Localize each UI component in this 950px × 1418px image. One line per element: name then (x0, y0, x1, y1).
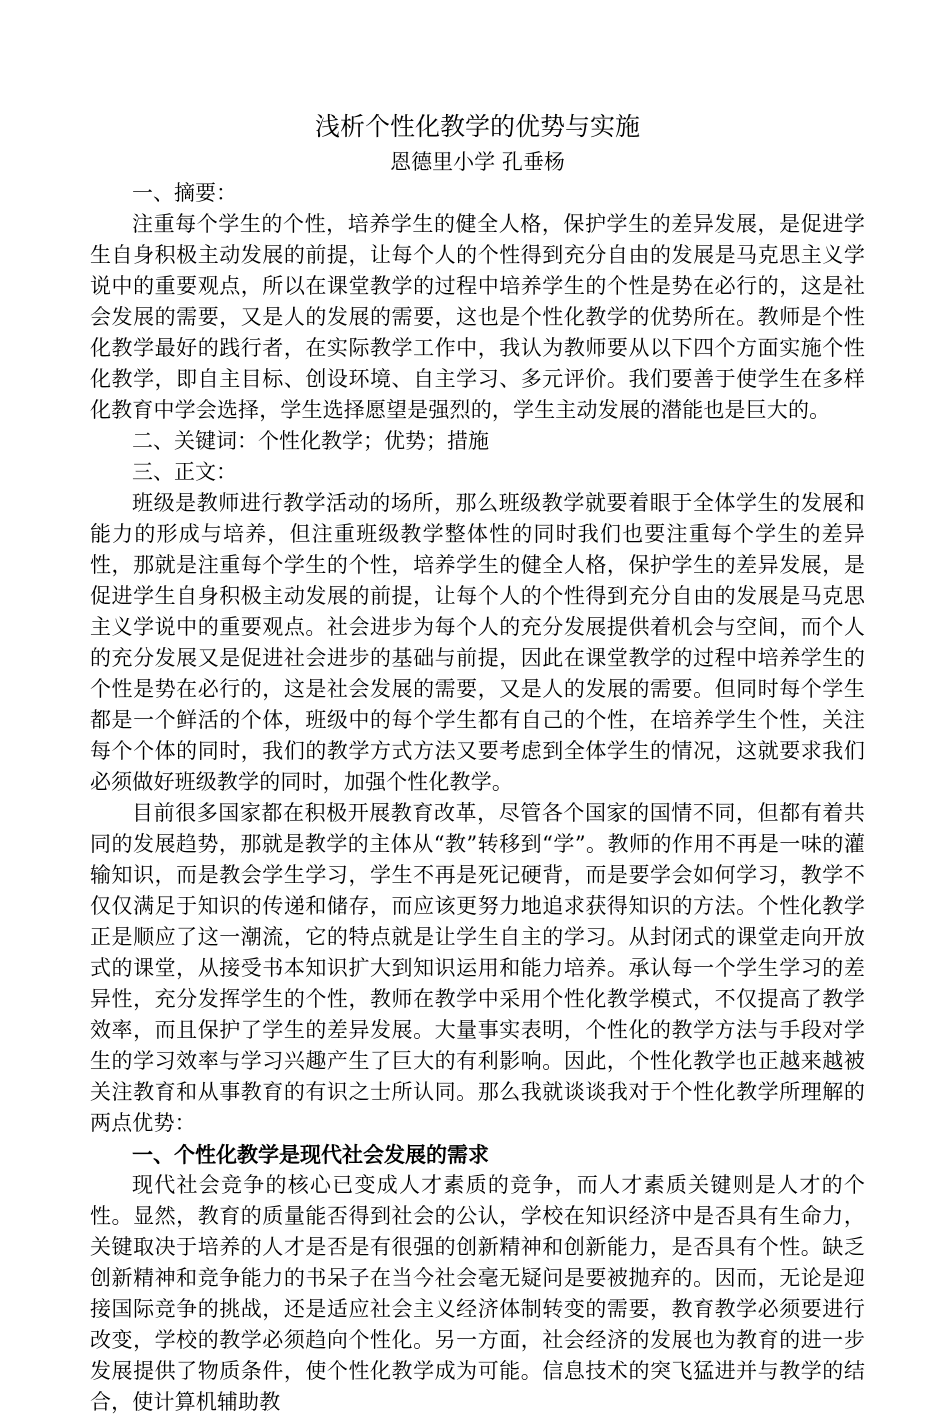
body-paragraph-2: 目前很多国家都在积极开展教育改革，尽管各个国家的国情不同，但都有着共同的发展趋势，那就是教学的主体从“教”转移到“学”。教师的作用不再是一味的灌输知识，而是教会学生学习，学生不再是死记硬背，而是要学会如何学习，教学不仅仅满足于知识的传递和储存，而应该更努力地追求获得知识的方法。个性化教学正是顺应了这一潮流，它的特点就是让学生自主的学习。从封闭式的课堂走向开放式的课堂，从接受书本知识扩大到知识运用和能力培养。承认每一个学生学习的差异性，充分发挥学生的个性，教师在教学中采用个性化教学模式，不仅提高了教学效率，而且保护了学生的差异发展。大量事实表明，个性化的教学方法与手段对学生的学习效率与学习兴趣产生了巨大的有利影响。因此，个性化教学也正越来越被关注教育和从事教育的有识之士所认同。那么我就谈谈我对于个性化教学所理解的两点优势： (90, 801, 865, 1135)
section-heading-1: 一、个性化教学是现代社会发展的需求 (132, 1142, 489, 1167)
abstract-label: 一、摘要： (132, 181, 237, 205)
document-author: 恩德里小学 孔垂杨 (390, 150, 565, 174)
body-label: 三、正文： (132, 460, 237, 484)
abstract-paragraph: 注重每个学生的个性，培养学生的健全人格，保护学生的差异发展，是促进学生自身积极主动发展的前提，让每个人的个性得到充分自由的发展是马克思主义学说中的重要观点，所以在课堂教学的过程中培养学生的个性是势在必行的，这是社会发展的需要，又是人的发展的需要，这也是个性化教学的优势所在。教师是个性化教学最好的践行者，在实际教学工作中，我认为教师要从以下四个方面实施个性化教学，即自主目标、创设环境、自主学习、多元评价。我们要善于使学生在多样化教育中学会选择，学生选择愿望是强烈的，学生主动发展的潜能也是巨大的。 (90, 212, 865, 422)
document-title: 浅析个性化教学的优势与实施 (314, 112, 640, 141)
document-page (90, 108, 865, 1418)
keywords-line: 二、关键词：个性化教学；优势；措施 (132, 429, 489, 453)
body-paragraph-1: 班级是教师进行教学活动的场所，那么班级教学就要着眼于全体学生的发展和能力的形成与培养，但注重班级教学整体性的同时我们也要注重每个学生的差异性，那就是注重每个学生的个性，培养学生的健全人格，保护学生的差异发展，是促进学生自身积极主动发展的前提，让每个人的个性得到充分自由的发展是马克思主义学说中的重要观点。社会进步为每个人的充分发展提供着机会与空间，而个人的充分发展又是促进社会进步的基础与前提，因此在课堂教学的过程中培养学生的个性是势在必行的，这是社会发展的需要，又是人的发展的需要。但同时每个学生都是一个鲜活的个体，班级中的每个学生都有自己的个性，在培养学生个性，关注每个个体的同时，我们的教学方式方法又要考虑到全体学生的情况，这就要求我们必须做好班级教学的同时，加强个性化教学。 (90, 491, 865, 794)
body-paragraph-3: 现代社会竞争的核心已变成人才素质的竞争，而人才素质关键则是人才的个性。显然，教育的质量能否得到社会的公认，学校在知识经济中是否具有生命力，关键取决于培养的人才是否是有很强的创新精神和创新能力，是否具有个性。缺乏创新精神和竞争能力的书呆子在当今社会毫无疑问是要被抛弃的。因而，无论是迎接国际竞争的挑战，还是适应社会主义经济体制转变的需要，教育教学必须要进行改变，学校的教学必须趋向个性化。另一方面，社会经济的发展也为教育的进一步发展提供了物质条件，使个性化教学成为可能。信息技术的突飞猛进并与教学的结合，使计算机辅助教 (90, 1173, 865, 1414)
